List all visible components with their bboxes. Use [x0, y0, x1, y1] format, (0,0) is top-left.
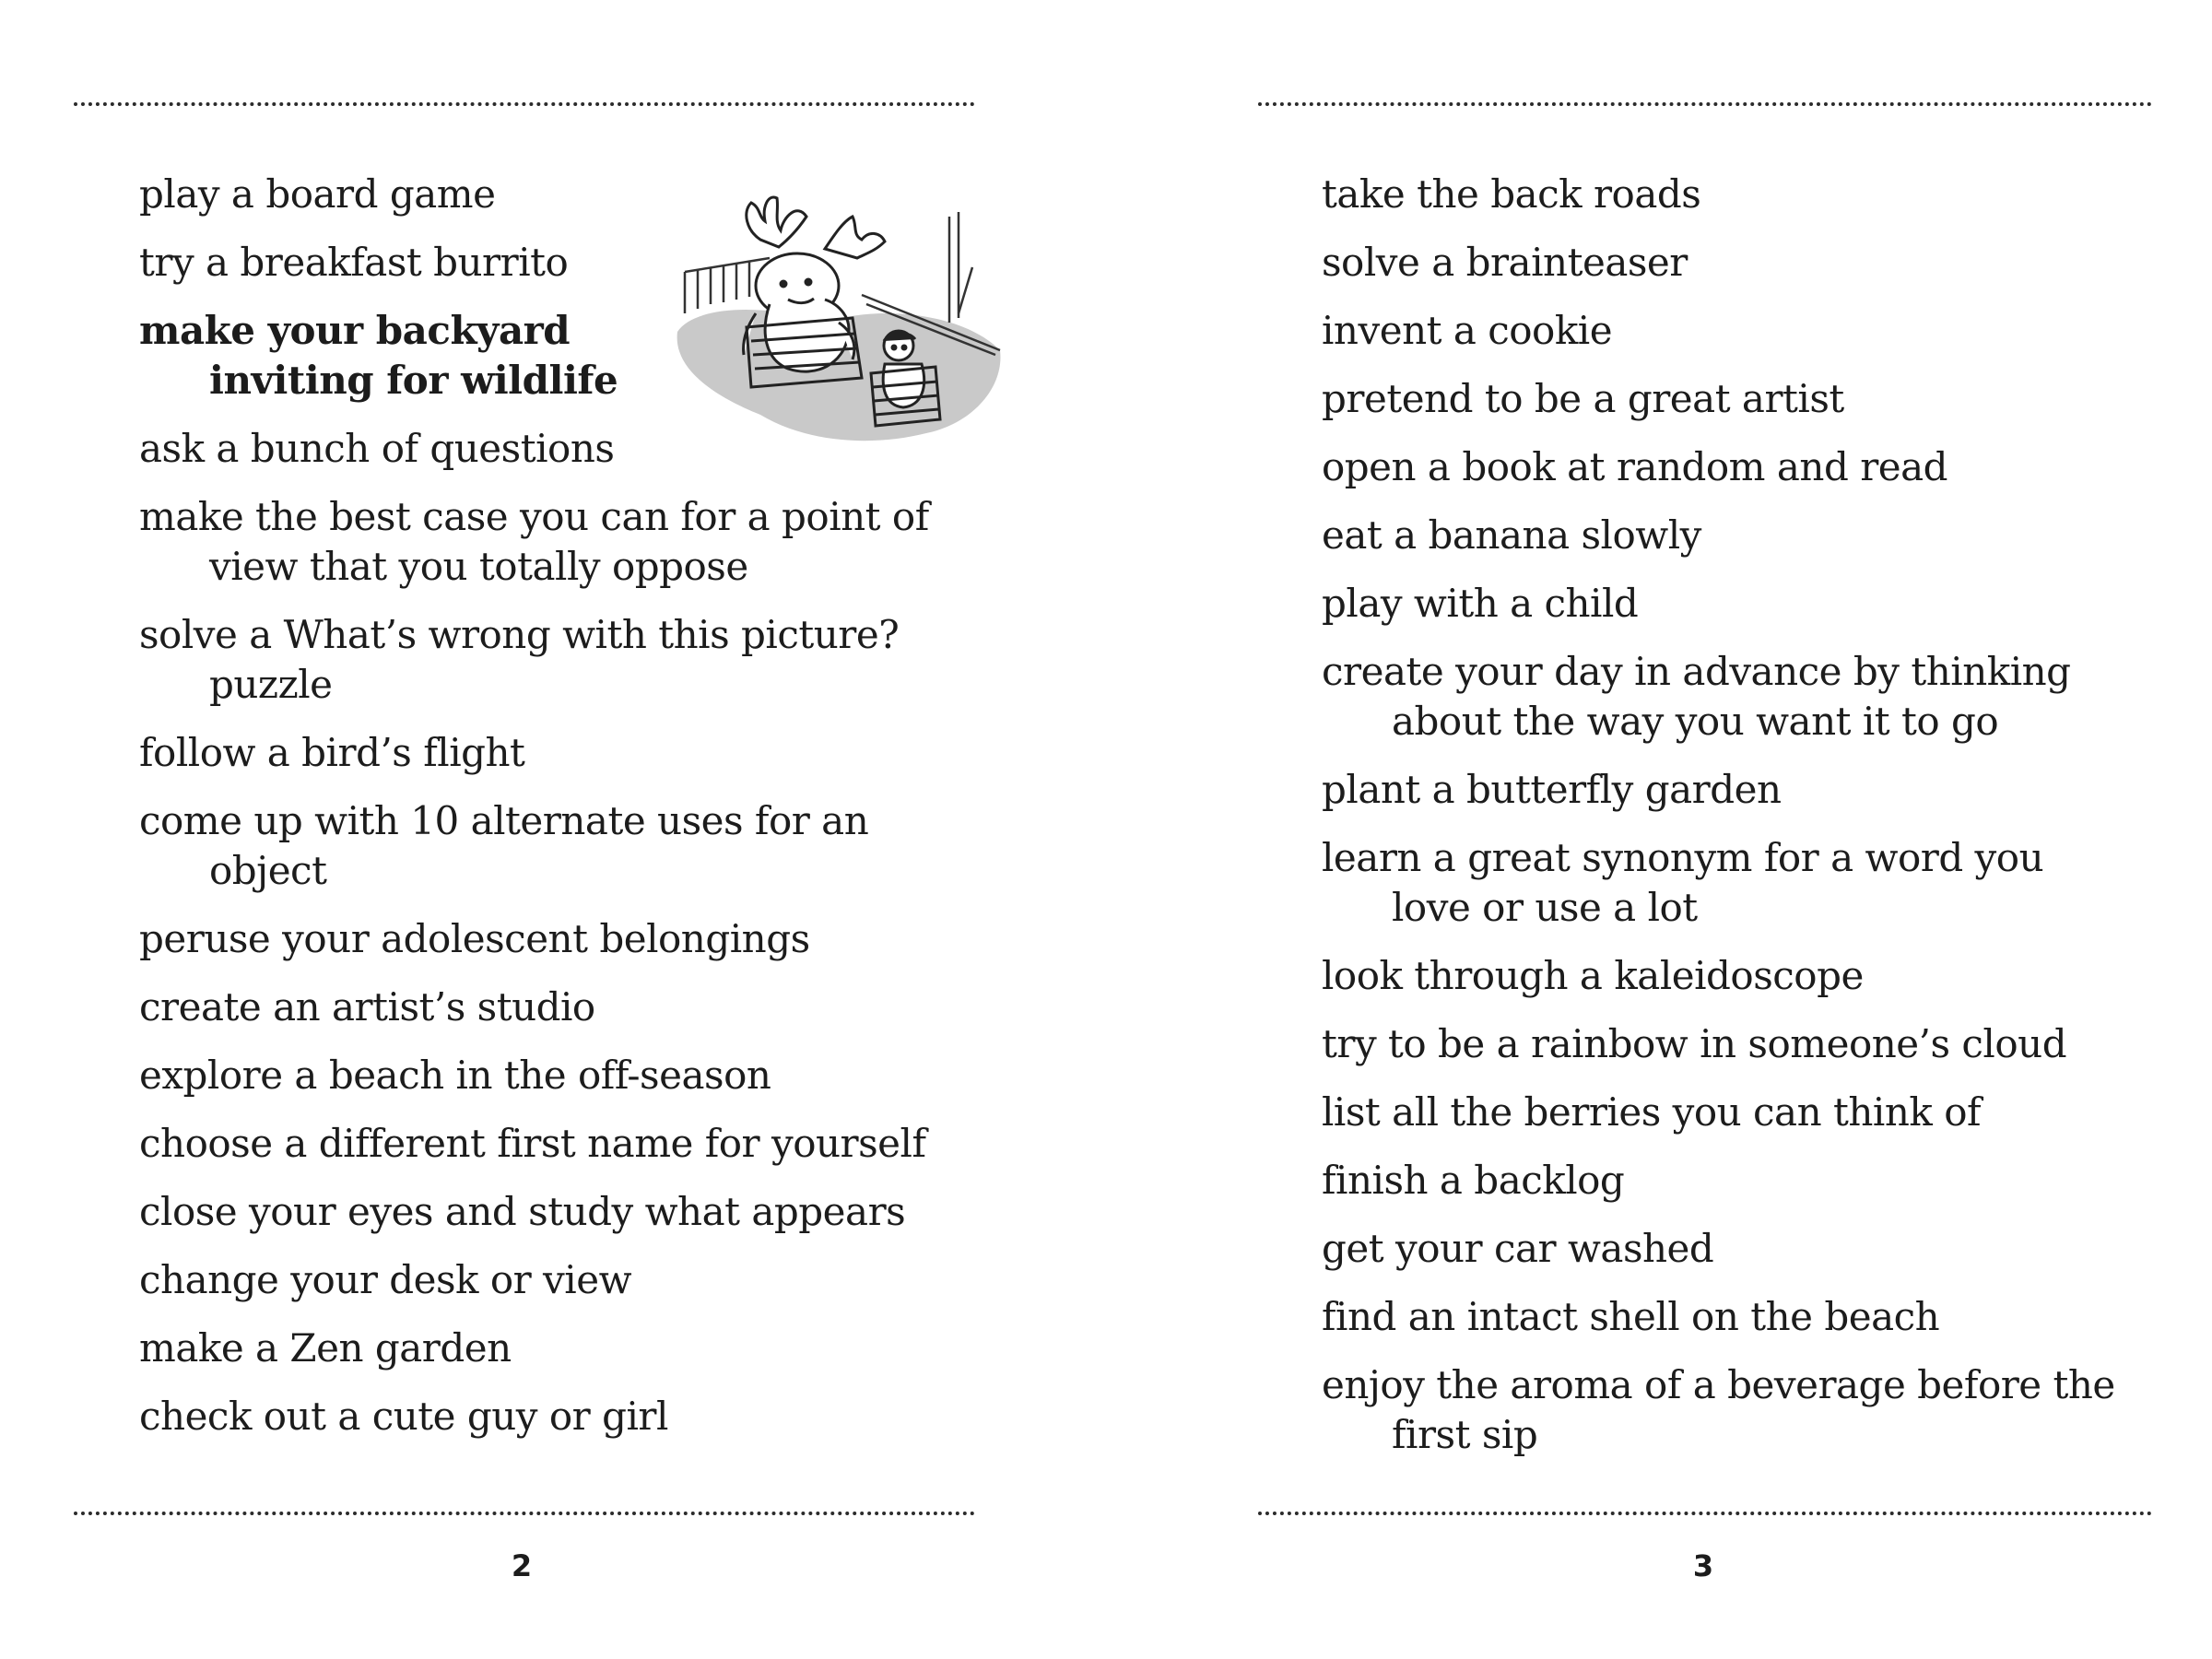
- list-item: change your desk or view: [139, 1257, 632, 1302]
- list-item: solve a What’s wrong with this picture? puzzle: [139, 612, 900, 707]
- list-item: play a board game: [139, 171, 496, 217]
- list-item: ask a bunch of questions: [139, 426, 615, 471]
- list-item: come up with 10 alternate uses for an object: [139, 798, 869, 893]
- page-number: 2: [511, 1548, 533, 1583]
- bottom-dotted-rule: [74, 1512, 975, 1515]
- list-item: try a breakfast burrito: [139, 240, 569, 285]
- list-item: open a book at random and read: [1322, 444, 1948, 489]
- activity-list: [1322, 170, 2133, 1478]
- list-item: learn a great synonym for a word you love or use a lot: [1322, 835, 2044, 930]
- list-item: enjoy the aroma of a beverage before the first sip: [1322, 1362, 2115, 1457]
- list-item: create an artist’s studio: [139, 984, 595, 1030]
- list-item: pretend to be a great artist: [1322, 376, 1844, 421]
- list-item: explore a beach in the off-season: [139, 1053, 771, 1098]
- list-item: follow a bird’s flight: [139, 730, 525, 775]
- moose-and-person-in-lawn-chairs-illustration: [659, 166, 1009, 452]
- bottom-dotted-rule: [1258, 1512, 2152, 1515]
- list-item: list all the berries you can think of: [1322, 1089, 1982, 1135]
- list-item: eat a banana slowly: [1322, 512, 1701, 558]
- list-item: try to be a rainbow in someone’s cloud: [1322, 1021, 2067, 1066]
- list-item-bold: make your backyard inviting for wildlife: [139, 308, 618, 403]
- list-item: check out a cute guy or girl: [139, 1394, 668, 1439]
- list-item: play with a child: [1322, 581, 1639, 626]
- list-item: choose a different first name for yourself: [139, 1121, 926, 1166]
- list-item: peruse your adolescent belongings: [139, 916, 810, 961]
- list-item: finish a backlog: [1322, 1158, 1625, 1203]
- page-number: 3: [1692, 1548, 1714, 1583]
- right-page: [1106, 0, 2212, 1659]
- list-item: make the best case you can for a point of view that you totally oppose: [139, 494, 929, 589]
- list-item: solve a brainteaser: [1322, 240, 1688, 285]
- list-item: look through a kaleidoscope: [1322, 953, 1864, 998]
- antlers: [747, 197, 885, 258]
- list-item: make a Zen garden: [139, 1325, 512, 1371]
- top-dotted-rule: [1258, 102, 2152, 106]
- top-dotted-rule: [74, 102, 975, 106]
- list-item: invent a cookie: [1322, 308, 1613, 353]
- list-item: find an intact shell on the beach: [1322, 1294, 1940, 1339]
- list-item: create your day in advance by thinking about the way you want it to go: [1322, 649, 2071, 744]
- list-item: take the back roads: [1322, 171, 1701, 217]
- list-item: get your car washed: [1322, 1226, 1714, 1271]
- list-item: close your eyes and study what appears: [139, 1189, 906, 1234]
- list-item: plant a butterfly garden: [1322, 767, 1782, 812]
